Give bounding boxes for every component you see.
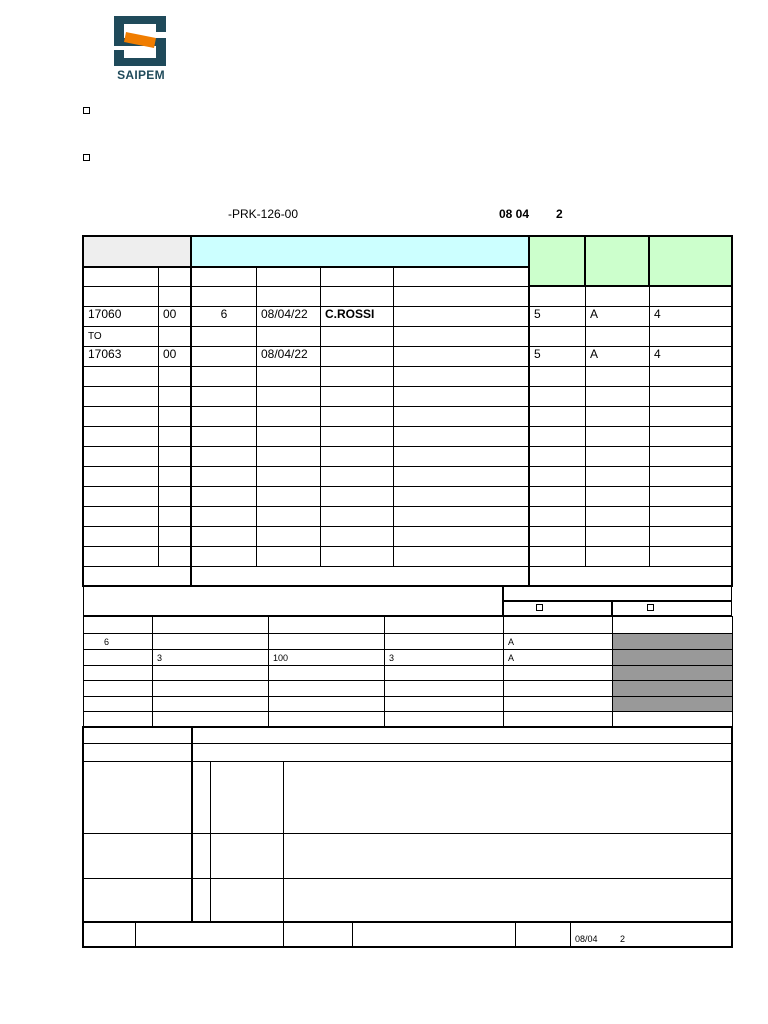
cell-c3: 4 bbox=[650, 307, 733, 327]
footer-date-cell bbox=[571, 923, 733, 947]
footer-sheet: 2 bbox=[620, 934, 626, 944]
cell-c3 bbox=[650, 327, 733, 347]
cell-col3: 6 bbox=[192, 307, 257, 327]
cell-rev: 00 bbox=[159, 347, 192, 367]
table-row bbox=[84, 650, 733, 666]
header-green-cell-1 bbox=[529, 236, 585, 286]
middle-table bbox=[83, 616, 733, 728]
cell-date bbox=[257, 327, 321, 347]
grey-cell bbox=[613, 634, 733, 650]
table-row bbox=[84, 307, 733, 327]
approval-table bbox=[83, 761, 733, 922]
checkbox-2[interactable] bbox=[83, 154, 90, 161]
cell-date: 08/04/22 bbox=[257, 307, 321, 327]
cell-c bbox=[269, 634, 385, 650]
revision-table bbox=[83, 286, 733, 567]
header-cyan-cell bbox=[191, 236, 529, 267]
cell-d: 3 bbox=[385, 650, 504, 666]
divider bbox=[191, 727, 193, 922]
cell-rev: 00 bbox=[159, 307, 192, 327]
cell-d bbox=[385, 634, 504, 650]
grey-cell bbox=[613, 650, 733, 666]
cell-c2: A bbox=[586, 347, 650, 367]
table-row bbox=[84, 327, 733, 347]
table-row bbox=[84, 347, 733, 367]
cell-b: 3 bbox=[153, 650, 269, 666]
document-sheet: 2 bbox=[556, 207, 563, 221]
option-cell-1 bbox=[503, 601, 612, 616]
divider bbox=[528, 236, 530, 586]
cell-e: A bbox=[504, 634, 613, 650]
cell-a: 6 bbox=[84, 634, 153, 650]
header-grey-cell bbox=[83, 236, 191, 267]
cell-from: TO bbox=[84, 327, 159, 347]
cell-c1 bbox=[530, 327, 586, 347]
cell-desc bbox=[394, 347, 530, 367]
cell-rev bbox=[159, 327, 192, 347]
cell-c: 100 bbox=[269, 650, 385, 666]
cell-from: 17060 bbox=[84, 307, 159, 327]
cell-e: A bbox=[504, 650, 613, 666]
option-cell-2 bbox=[612, 601, 732, 616]
middle-title-cell bbox=[83, 586, 503, 616]
footer-table bbox=[83, 922, 733, 947]
cell-desc bbox=[394, 307, 530, 327]
middle-right-header bbox=[503, 586, 732, 601]
cell-from: 17063 bbox=[84, 347, 159, 367]
lower-table bbox=[83, 727, 733, 762]
cell-by: C.ROSSI bbox=[321, 307, 394, 327]
cell-c1: 5 bbox=[530, 347, 586, 367]
divider bbox=[190, 236, 192, 586]
cell-by bbox=[321, 347, 394, 367]
document-date: 08 04 bbox=[499, 207, 530, 221]
checkbox-option-1[interactable] bbox=[536, 604, 543, 611]
cell-col3 bbox=[192, 347, 257, 367]
cell-c1: 5 bbox=[530, 307, 586, 327]
checkbox-option-2[interactable] bbox=[647, 604, 654, 611]
table-row bbox=[84, 634, 733, 650]
cell-date: 08/04/22 bbox=[257, 347, 321, 367]
cell-col3 bbox=[192, 327, 257, 347]
document-code: -PRK-126-00 bbox=[228, 207, 299, 221]
cell-c3: 4 bbox=[650, 347, 733, 367]
checkbox-1[interactable] bbox=[83, 107, 90, 114]
footer-divider bbox=[82, 921, 733, 923]
header-green-cell-3 bbox=[649, 236, 732, 286]
cell-a bbox=[84, 650, 153, 666]
cell-desc bbox=[394, 327, 530, 347]
header-green-cell-2 bbox=[585, 236, 649, 286]
cell-c2 bbox=[586, 327, 650, 347]
cell-c2: A bbox=[586, 307, 650, 327]
logo-text: SAIPEM bbox=[117, 68, 165, 82]
cell-b bbox=[153, 634, 269, 650]
cell-by bbox=[321, 327, 394, 347]
revision-subheader bbox=[83, 267, 530, 287]
footer-date: 08/04 bbox=[575, 934, 598, 944]
